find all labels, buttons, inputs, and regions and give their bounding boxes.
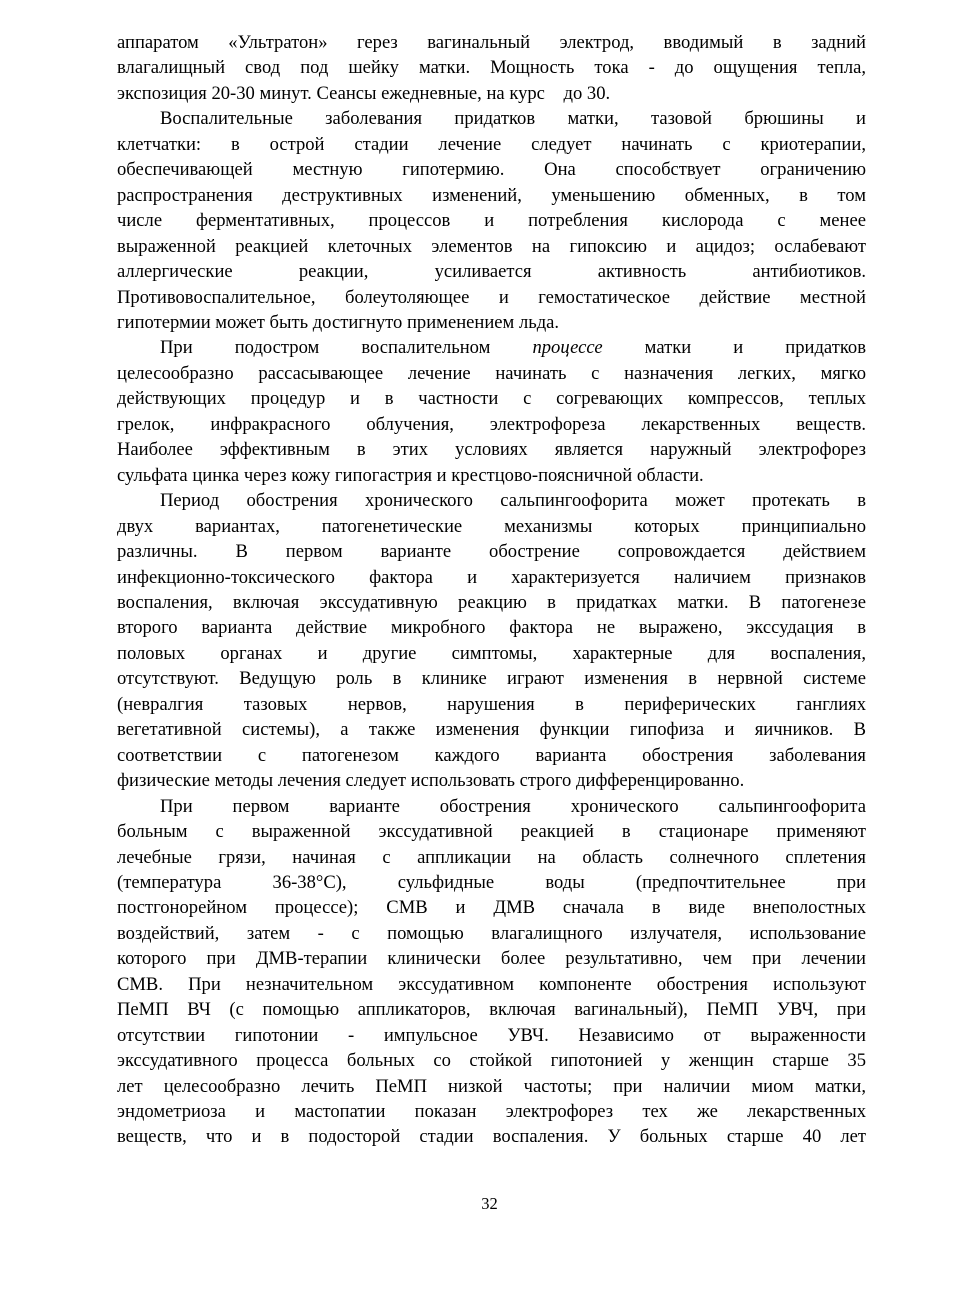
- text-line: аллергические реакции, усиливается активность антибиотиков.: [117, 261, 866, 283]
- paragraph-5: [117, 794, 866, 1150]
- text-line: Период обострения хронического сальпингоофорита может протекать в: [160, 490, 866, 512]
- text-line: сульфата цинка через кожу гипогастрия и крестцово-поясничной области.: [117, 464, 704, 486]
- text-line: клетчатки: в острой стадии лечение следует начинать с криотерапии,: [117, 133, 866, 155]
- paragraph-4: [117, 488, 866, 793]
- paragraph-3: [117, 335, 866, 488]
- text-line: эндометриоза и мастопатии показан электрофорез тех же лекарственных: [117, 1101, 866, 1123]
- text-line-with-italic: При подостром воспалительном процессе матки и придатков: [160, 337, 866, 359]
- text-line: вегетативной системы), а также изменения функции гипофиза и яичников. В: [117, 719, 866, 741]
- text-line: влагалищный свод под шейку матки. Мощность тока - до ощущения тепла,: [117, 57, 866, 79]
- text-line: Воспалительные заболевания придатков матки, тазовой брюшины и: [160, 108, 866, 130]
- text-line: обеспечивающей местную гипотермию. Она способствует ограничению: [117, 159, 866, 181]
- text-line: которого при ДМВ-терапии клинически более результативно, чем при лечении: [117, 948, 866, 970]
- text-line: СМВ. При незначительном экссудативном компоненте обострения используют: [117, 973, 866, 995]
- text-line: лет целесообразно лечить ПеМП низкой частоты; при наличии миом матки,: [117, 1075, 866, 1097]
- text-line: двух вариантах, патогенетические механизмы которых принципиально: [117, 515, 866, 537]
- text-line: физические методы лечения следует использовать строго дифференцированно.: [117, 770, 745, 792]
- text-line: ПеМП ВЧ (с помощью аппликаторов, включая вагинальный), ПеМП УВЧ, при: [117, 999, 866, 1021]
- text-line: больным с выраженной экссудативной реакцией в стационаре применяют: [117, 821, 866, 843]
- text-line: (невралгия тазовых нервов, нарушения в периферических ганглиях: [117, 693, 866, 715]
- text-line: воздействий, затем - с помощью влагалищного излучателя, использование: [117, 922, 866, 944]
- page-number: 32: [481, 1194, 498, 1213]
- text-line: лечебные грязи, начиная с аппликации на область солнечного сплетения: [117, 846, 866, 868]
- text-line: целесообразно рассасывающее лечение начинать с назначения легких, мягко: [117, 362, 866, 384]
- document-page: [117, 30, 866, 1150]
- text-line: веществ, что и в подосторой стадии воспаления. У больных старше 40 лет: [117, 1126, 866, 1148]
- text-line: постгонорейном процессе); СМВ и ДМВ сначала в виде внеполостных: [117, 897, 866, 919]
- text-line: распространения деструктивных изменений, уменьшению обменных, в том: [117, 184, 866, 206]
- paragraph-1: [117, 30, 866, 106]
- text-line: (температура 36-38°С), сульфидные воды (предпочтительнее при: [117, 871, 866, 893]
- text-line: второго варианта действие микробного фактора не выражено, экссудация в: [117, 617, 866, 639]
- text-line: различны. В первом варианте обострение сопровождается действием: [117, 541, 866, 563]
- paragraph-2: [117, 106, 866, 335]
- text-line: отсутствии гипотонии - импульсное УВЧ. Независимо от выраженности: [117, 1024, 866, 1046]
- text-line: соответствии с патогенезом каждого варианта обострения заболевания: [117, 744, 866, 766]
- text-line: экссудативного процесса больных со стойкой гипотонией у женщин старше 35: [117, 1050, 866, 1072]
- text-line: половых органах и другие симптомы, характерные для воспаления,: [117, 642, 866, 664]
- text-line: Наиболее эффективным в этих условиях является наружный электрофорез: [117, 439, 866, 461]
- text-line: При первом варианте обострения хронического сальпингоофорита: [160, 795, 866, 817]
- text-line: отсутствуют. Ведущую роль в клинике играют изменения в нервной системе: [117, 668, 866, 690]
- text-line: экспозиция 20-30 минут. Сеансы ежедневные, на курс до 30.: [117, 82, 611, 104]
- text-line: аппаратом «Ультратон» герез вагинальный электрод, вводимый в задний: [117, 32, 866, 53]
- text-line: воспаления, включая экссудативную реакцию в придатках матки. В патогенезе: [117, 591, 866, 613]
- italic-word: процессе: [532, 337, 603, 359]
- text-line: инфекционно-токсического фактора и характеризуется наличием признаков: [117, 566, 866, 588]
- text-line: грелок, инфракрасного облучения, электрофореза лекарственных веществ.: [117, 413, 866, 435]
- text-line: гипотермии может быть достигнуто применением льда.: [117, 311, 560, 333]
- text-line: выраженной реакцией клеточных элементов на гипоксию и ацидоз; ослабевают: [117, 235, 866, 257]
- text-line: числе ферментативных, процессов и потребления кислорода с менее: [117, 210, 866, 232]
- text-line: действующих процедур и в частности с согревающих компрессов, теплых: [117, 388, 866, 410]
- text-line: Противовоспалительное, болеутоляющее и гемостатическое действие местной: [117, 286, 866, 308]
